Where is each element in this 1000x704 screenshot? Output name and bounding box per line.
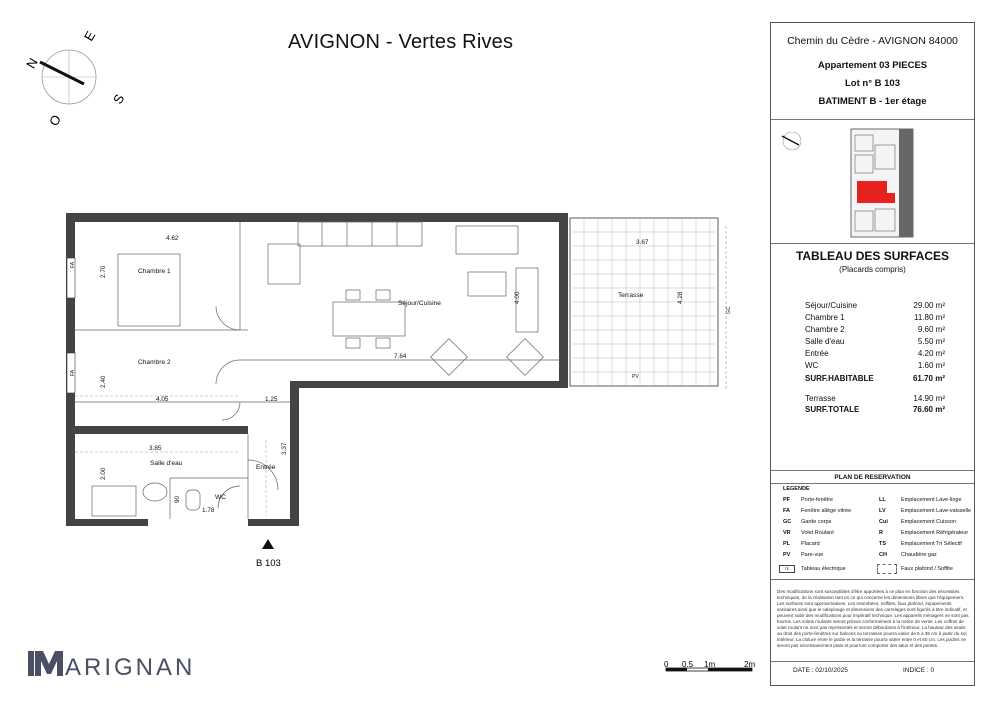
legend-label: Garde corps	[801, 519, 832, 525]
legend-code: Cui	[879, 519, 888, 525]
lot-number: Lot n° B 103	[844, 78, 900, 89]
dim-90: 90	[174, 495, 181, 503]
disclaimer-note: Des modifications sont susceptibles d'être apportées à ce plan en fonction des nécessités techniques, de la réalisation tant en ce qui concerne les dimensions libres que l'équipement. Les surfaces sont approximatives. Les retombées, soffites, faux plafond, équipements sanitaires ainsi que le calepinage et dimensions des carrelages sont figurés à titre indicatif, et peuvent subir des modifications pour impératif technique. Les appareils ménagers ne sont pas fournis. Les volets roulants seront prévus conformément à la notice de vente. Les coffres de volet roulant ne sont pas représentés et seront débordants à l'intérieur. La hauteur des seuils au droit des porte-fenêtres sur balcons ou terrasses pourra varier de 5 à 35 cm à partir du sol intérieur. La cloture entre le jardin et la terrasse pourra varier entre 0 et 60 cm. Les jardins ne seront pas nécessairement plats et pourront comporter des talus et des pentes.	[777, 589, 969, 648]
info-panel	[770, 22, 975, 686]
surface-total: SURF.TOTALE 76.60 m²	[805, 405, 945, 414]
apartment-type: Appartement 03 PIECES	[817, 60, 928, 71]
room-wc: WC	[215, 494, 226, 501]
dim-125: 1.25	[265, 396, 278, 403]
dim-200: 2.00	[100, 467, 107, 480]
room-chambre-2: Chambre 2	[138, 359, 171, 366]
surface-terrace: Terrasse 14.90 m²	[805, 394, 945, 403]
legend-label: Porte-fenêtre	[801, 497, 834, 503]
compass-e: E	[80, 28, 99, 44]
scale-05: 0.5	[682, 660, 694, 669]
legend-code: FA	[783, 508, 791, 514]
legend-code: CH	[879, 552, 887, 558]
legend-code: LL	[879, 497, 886, 503]
scale-2m: 2m	[744, 660, 756, 669]
legend-code: PV	[783, 552, 791, 558]
false-ceiling-label: Faux plafond / Soffite	[901, 566, 953, 572]
compass-s: S	[109, 91, 128, 107]
scale-1m: 1m	[704, 660, 716, 669]
dim-462: 4.62	[166, 235, 179, 242]
surface-row: Chambre 1 11.80 m²	[805, 313, 945, 322]
building-floor: BATIMENT B - 1er étage	[818, 96, 927, 107]
legend-title: LEGENDE	[783, 486, 810, 492]
legend-code: TS	[879, 541, 887, 547]
room-chambre-1: Chambre 1	[138, 268, 171, 275]
dim-385: 3.85	[149, 445, 162, 452]
code-pv: PV	[632, 374, 639, 380]
legend-label: Emplacement Réfrigérateur	[901, 530, 969, 536]
brand-name: ARIGNAN	[65, 654, 196, 681]
electric-panel-icon: TE	[779, 565, 795, 573]
dim-367: 3.67	[636, 239, 649, 246]
room-salle-eau: Salle d'eau	[150, 460, 183, 467]
reservation-title: PLAN DE RESERVATION	[834, 474, 911, 481]
surfaces-subtitle: (Placards compris)	[839, 265, 906, 274]
mini-compass-icon	[777, 127, 807, 155]
compass-o: O	[45, 112, 64, 129]
legend-label: Pare-vue	[801, 552, 824, 558]
dim-178: 1.78	[202, 507, 215, 514]
legend-label: Placard	[801, 541, 820, 547]
legend-label: Emplacement Cuisson	[901, 519, 957, 525]
code-gc: GC	[726, 306, 732, 314]
plan-date: DATE : 02/10/2025	[793, 667, 848, 674]
electric-label: Tableau électrique	[801, 566, 846, 572]
lot-marker-icon	[262, 539, 274, 549]
dim-240: 2.40	[100, 375, 107, 388]
dim-428: 4.28	[677, 291, 684, 304]
dim-405: 4.05	[156, 396, 169, 403]
code-fa-1: FA	[70, 261, 76, 268]
address: Chemin du Cèdre - AVIGNON 84000	[787, 35, 958, 47]
legend-label: Chaudière gaz	[901, 552, 937, 558]
scale-0: 0	[664, 660, 669, 669]
lot-marker-label: B 103	[256, 558, 281, 569]
compass-n: N	[23, 55, 41, 71]
room-sejour: Séjour/Cuisine	[398, 300, 441, 307]
legend-label: Volet Roulant	[801, 530, 834, 536]
surface-row: Chambre 2 9.60 m²	[805, 325, 945, 334]
brand-mark-icon	[28, 651, 63, 676]
legend-label: Fenêtre allège vitrée	[801, 508, 852, 514]
scale-bar	[660, 658, 770, 678]
legend-code: LV	[879, 508, 886, 514]
surfaces-title: TABLEAU DES SURFACES	[795, 249, 950, 263]
plan-title: AVIGNON - Vertes Rives	[288, 31, 514, 53]
dim-337: 3.37	[281, 442, 288, 455]
dim-400: 4.00	[514, 291, 521, 304]
legend-item: PF	[783, 497, 791, 503]
legend-label: Emplacement Lave-linge	[901, 497, 962, 503]
legend-label: Emplacement Tri Sélectif	[901, 541, 962, 547]
legend-code: VR	[783, 530, 791, 536]
false-ceiling-icon	[877, 564, 897, 574]
surface-habitable: SURF.HABITABLE 61.70 m²	[805, 374, 945, 383]
walls	[66, 213, 568, 526]
surface-row: Entrée 4.20 m²	[805, 349, 945, 358]
legend-code: GC	[783, 519, 792, 525]
legend-label: Emplacement Lave-vaisselle	[901, 508, 972, 514]
brand-logo	[28, 648, 203, 687]
legend-code: R	[879, 530, 883, 536]
building-keyplan	[849, 125, 919, 239]
plan-index: INDICE : 0	[903, 667, 935, 674]
surface-row: WC 1.60 m²	[805, 361, 945, 370]
surface-row: Salle d'eau 5.50 m²	[805, 337, 945, 346]
surface-row: Séjour/Cuisine 29.00 m²	[805, 301, 945, 310]
dim-270: 2.70	[100, 265, 107, 278]
code-fa-2: FA	[70, 369, 76, 376]
room-entree: Entrée	[256, 464, 276, 471]
room-terrasse: Terrasse	[618, 292, 644, 299]
legend-code: PL	[783, 541, 791, 547]
dim-764: 7.64	[394, 353, 407, 360]
